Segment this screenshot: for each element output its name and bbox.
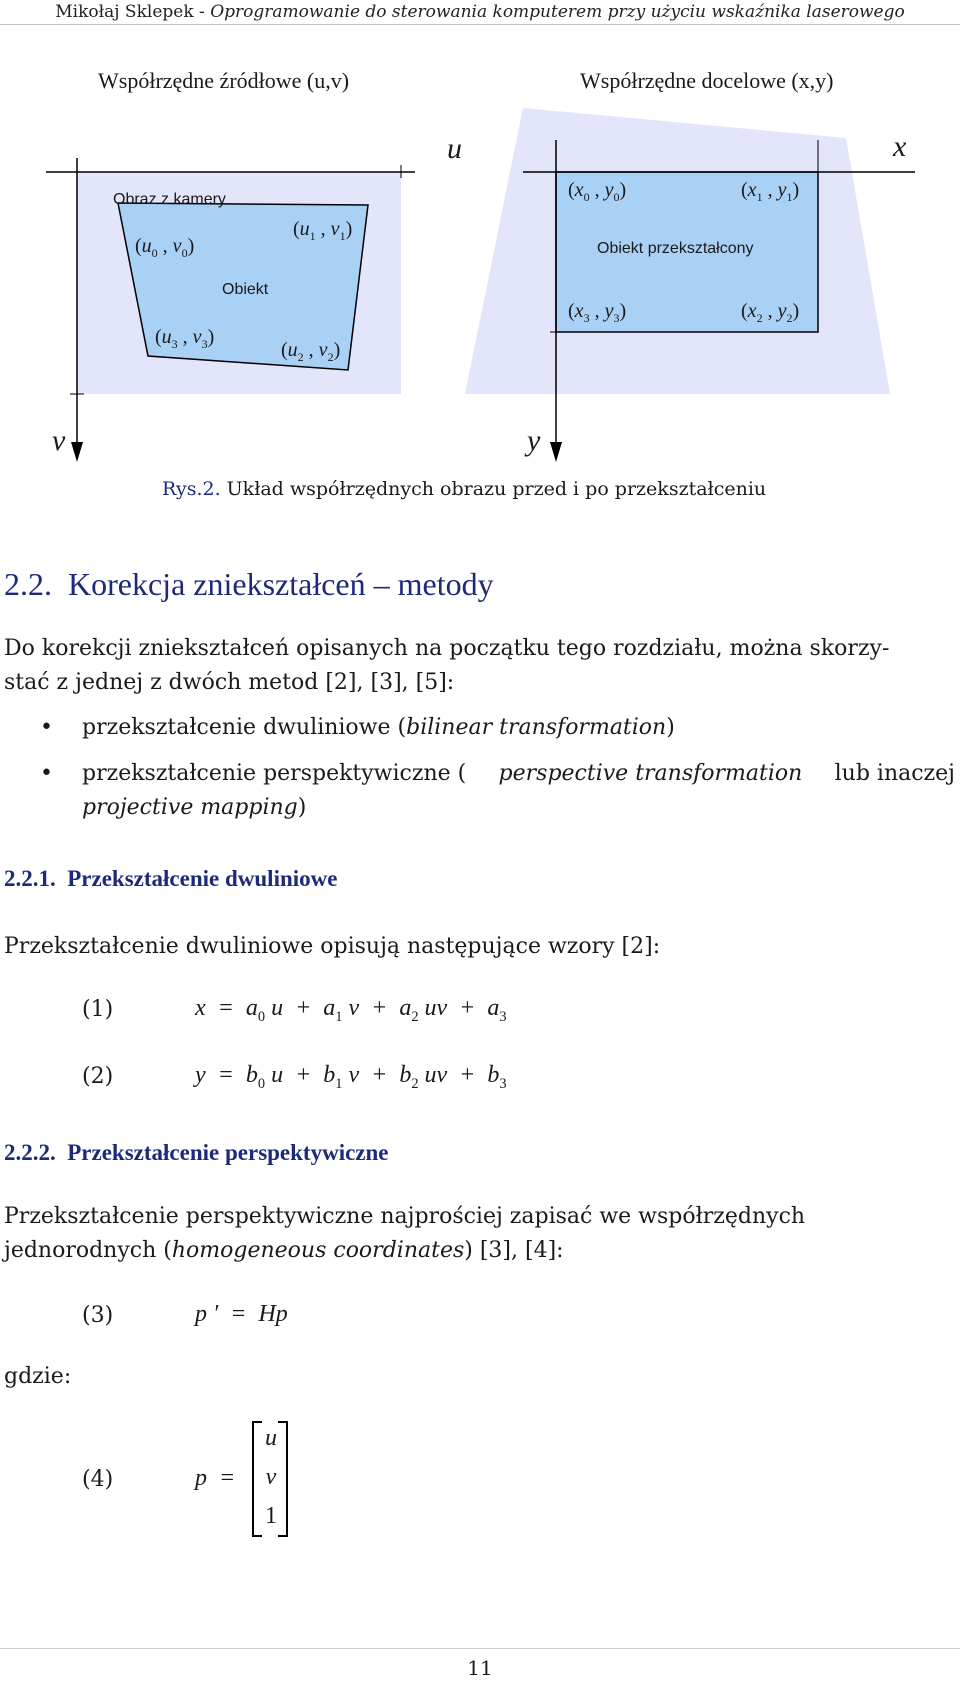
point-u3v3: ($u_3$ , $v_3$): [155, 326, 215, 351]
subsection2-intro-line1: Przekształcenie perspektywiczne najprościej zapisać we współrzędnych: [4, 1204, 806, 1229]
subsection1-intro: Przekształcenie dwuliniowe opisują następujące wzory [2]:: [4, 934, 661, 959]
section-heading: [4, 566, 494, 603]
matrix-entry-1: 1: [265, 1503, 277, 1529]
header-separator: -: [193, 2, 211, 22]
intro-line-1: Do korekcji zniekształceń opisanych na początku tego rozdziału, można skorzy-: [4, 636, 890, 661]
section-intro: [4, 632, 956, 700]
section-number: 2.2.: [4, 566, 52, 602]
coordinate-figure: [0, 30, 960, 510]
page-number: 11: [467, 1656, 493, 1680]
point-u1v1: ($u_1$ , $v_1$): [293, 218, 353, 243]
subsection2-heading: 2.2.2. Przekształcenie perspektywiczne: [4, 1140, 389, 1165]
running-header: [0, 2, 960, 22]
subsection2-intro-line2: jednorodnych (homogeneous coordinates) [3], [4]:: [4, 1238, 564, 1263]
y-axis-arrow-icon: [550, 442, 562, 462]
subsection1-heading: 2.2.1. Przekształcenie dwuliniowe: [4, 866, 338, 891]
where-label: gdzie:: [4, 1364, 72, 1389]
bullet-item-2: przekształcenie perspektywiczne ( perspective transformation lub inaczej projective mapping): [82, 761, 955, 820]
equation-4-lhs: p =: [195, 1465, 236, 1491]
caption-text: Układ współrzędnych obrazu przed i po przekształceniu: [220, 478, 767, 500]
header-author: Mikołaj Sklepek: [55, 2, 194, 22]
eq4-number: (4): [82, 1467, 114, 1492]
intro-line-2: stać z jednej z dwóch metod [2], [3], [5]:: [4, 670, 455, 695]
header-rule: [0, 24, 960, 25]
point-u2v2: ($u_2$ , $v_2$): [281, 339, 341, 364]
point-x3y3: ($x_3$ , $y_3$): [568, 300, 627, 325]
section-title: Korekcja zniekształceń – metody: [68, 566, 494, 602]
point-u0v0: ($u_0$ , $v_0$): [135, 235, 195, 260]
v-axis-label: v: [52, 424, 66, 457]
y-axis-label: y: [527, 424, 541, 457]
right-figure-title: Współrzędne docelowe (x,y): [580, 68, 834, 93]
left-figure-title: Współrzędne źródłowe (u,v): [98, 68, 350, 93]
u-axis-label: u: [447, 132, 462, 165]
v-axis-arrow-icon: [71, 442, 83, 462]
bullet-item-1: przekształcenie dwuliniowe (bilinear transformation): [82, 715, 675, 740]
bullet-dot-2: •: [40, 761, 53, 786]
bullet-dot-1: •: [40, 715, 53, 740]
eq2-number: (2): [82, 1064, 114, 1089]
point-x2y2: ($x_2$ , $y_2$): [741, 300, 800, 325]
equation-1: $x = a_0$ $u + a_1$ $v + a_2$ uv + $a_3$: [195, 995, 507, 1025]
subsection2-intro: [4, 1200, 956, 1268]
object-label: Obiekt: [222, 281, 269, 298]
eq3-number: (3): [82, 1303, 114, 1328]
point-x1y1: ($x_1$ , $y_1$): [741, 179, 800, 204]
figure-caption: [162, 478, 766, 500]
equation-2: $y = b_0$ $u + b_1$ $v + b_2$ uv + $b_3$: [195, 1062, 507, 1092]
equation-3: p ′ = Hp: [195, 1301, 288, 1327]
header-title: Oprogramowanie do sterowania komputerem przy użyciu wskaźnika laserowego: [210, 2, 905, 22]
footer-rule: [0, 1648, 960, 1649]
x-axis-label: x: [893, 130, 907, 163]
camera-label: Obraz z kamery: [113, 191, 226, 208]
matrix-entry-v: v: [265, 1464, 277, 1490]
caption-ref: Rys.2.: [162, 478, 221, 500]
transformed-label: Obiekt przekształcony: [597, 240, 754, 257]
eq1-number: (1): [82, 997, 114, 1022]
matrix-entry-u: u: [265, 1425, 277, 1451]
point-x0y0: ($x_0$ , $y_0$): [568, 179, 627, 204]
